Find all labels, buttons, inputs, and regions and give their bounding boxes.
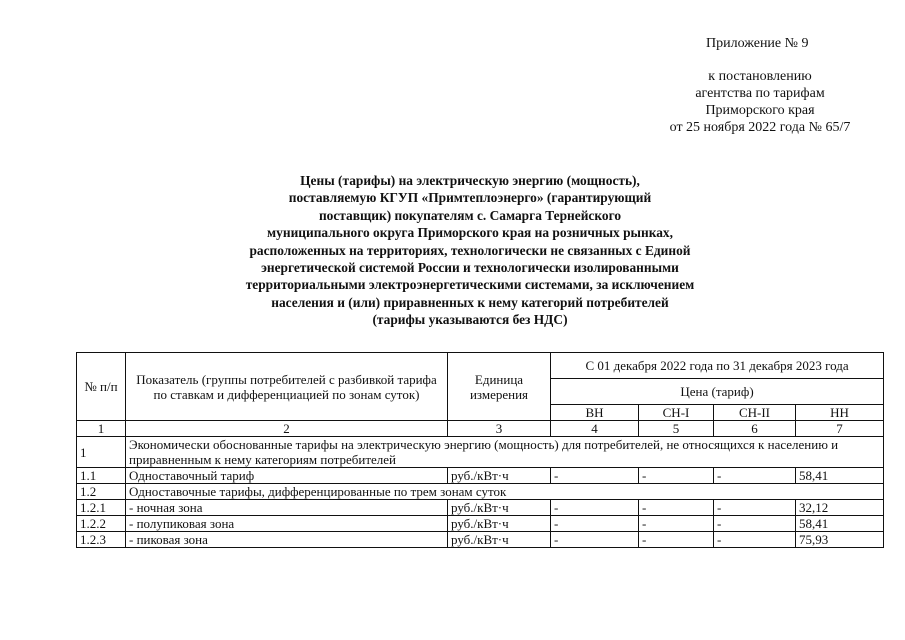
col-number: 7 xyxy=(796,421,884,437)
table-row xyxy=(77,468,884,484)
row-num: 1.2 xyxy=(77,484,126,500)
header-level-nn: НН xyxy=(796,405,884,421)
value-vh: - xyxy=(551,532,639,548)
column-numbers-row xyxy=(77,421,884,437)
header-indicator: Показатель (группы потребителей с разбивкой тарифа по ставкам и дифференциацией по зонам суток) xyxy=(126,353,448,421)
appendix-title: Приложение № 9 xyxy=(706,36,809,51)
section-row xyxy=(77,437,884,468)
heading-line: Цены (тарифы) на электрическую энергию (мощность), xyxy=(300,173,640,188)
row-name: - пиковая зона xyxy=(126,532,448,548)
value-sn2: - xyxy=(714,516,796,532)
heading-line: населения и (или) приравненных к нему категорий потребителей xyxy=(271,294,669,310)
tariff-table xyxy=(76,352,884,548)
heading-line: муниципального округа Приморского края на розничных рынках, xyxy=(267,225,673,241)
section-text: Экономически обоснованные тарифы на электрическую энергию (мощность) для потребителей, не относящихся к населению и приравненным к нему категориям потребителей xyxy=(126,437,884,468)
section-row xyxy=(77,484,884,500)
value-vh: - xyxy=(551,516,639,532)
row-name: - ночная зона xyxy=(126,500,448,516)
value-sn1: - xyxy=(639,500,714,516)
heading-line: поставляемую КГУП «Примтеплоэнерго» (гарантирующий xyxy=(288,190,652,206)
value-vh: - xyxy=(551,500,639,516)
header-period: С 01 декабря 2022 года по 31 декабря 2023 года xyxy=(551,353,884,379)
row-num: 1.2.3 xyxy=(77,532,126,548)
value-sn1: - xyxy=(639,468,714,484)
header-level-vh: ВН xyxy=(551,405,639,421)
value-nn: 75,93 xyxy=(796,532,884,548)
heading-line: расположенных на территориях, технологически не связанных с Единой xyxy=(249,242,691,258)
value-nn: 32,12 xyxy=(796,500,884,516)
table-row xyxy=(77,532,884,548)
document-heading xyxy=(190,172,750,329)
appendix-line: Приморского края xyxy=(705,103,815,118)
header-level-sn1: СН-I xyxy=(639,405,714,421)
col-number: 5 xyxy=(639,421,714,437)
header-unit: Единица измерения xyxy=(448,353,551,421)
col-number: 4 xyxy=(551,421,639,437)
value-sn2: - xyxy=(714,500,796,516)
row-num: 1 xyxy=(77,437,126,468)
value-nn: 58,41 xyxy=(796,516,884,532)
table-row xyxy=(77,516,884,532)
value-sn2: - xyxy=(714,532,796,548)
header-price: Цена (тариф) xyxy=(551,379,884,405)
col-number: 1 xyxy=(77,421,126,437)
row-unit: руб./кВт·ч xyxy=(448,500,551,516)
value-nn: 58,41 xyxy=(796,468,884,484)
value-sn1: - xyxy=(639,532,714,548)
heading-line: территориальными электроэнергетическими системами, за исключением xyxy=(245,277,695,293)
appendix-reference xyxy=(640,68,880,136)
row-unit: руб./кВт·ч xyxy=(448,468,551,484)
heading-line: поставщик) покупателям с. Самарга Тернейского xyxy=(318,207,622,223)
table-row xyxy=(77,500,884,516)
col-number: 3 xyxy=(448,421,551,437)
heading-line: энергетической системой России и технологически изолированными xyxy=(261,260,679,276)
col-number: 2 xyxy=(126,421,448,437)
appendix-line: от 25 ноября 2022 года № 65/7 xyxy=(669,120,851,135)
value-vh: - xyxy=(551,468,639,484)
row-name: Одноставочный тариф xyxy=(126,468,448,484)
row-num: 1.2.2 xyxy=(77,516,126,532)
row-name: - полупиковая зона xyxy=(126,516,448,532)
section-text: Одноставочные тарифы, дифференцированные по трем зонам суток xyxy=(126,484,884,500)
row-num: 1.2.1 xyxy=(77,500,126,516)
value-sn2: - xyxy=(714,468,796,484)
row-num: 1.1 xyxy=(77,468,126,484)
row-unit: руб./кВт·ч xyxy=(448,516,551,532)
col-number: 6 xyxy=(714,421,796,437)
header-num: № п/п xyxy=(77,353,126,421)
heading-line: (тарифы указываются без НДС) xyxy=(372,312,568,328)
value-sn1: - xyxy=(639,516,714,532)
header-row xyxy=(77,353,884,379)
appendix-line: к постановлению xyxy=(708,69,812,84)
header-level-sn2: СН-II xyxy=(714,405,796,421)
appendix-line: агентства по тарифам xyxy=(695,86,825,101)
row-unit: руб./кВт·ч xyxy=(448,532,551,548)
